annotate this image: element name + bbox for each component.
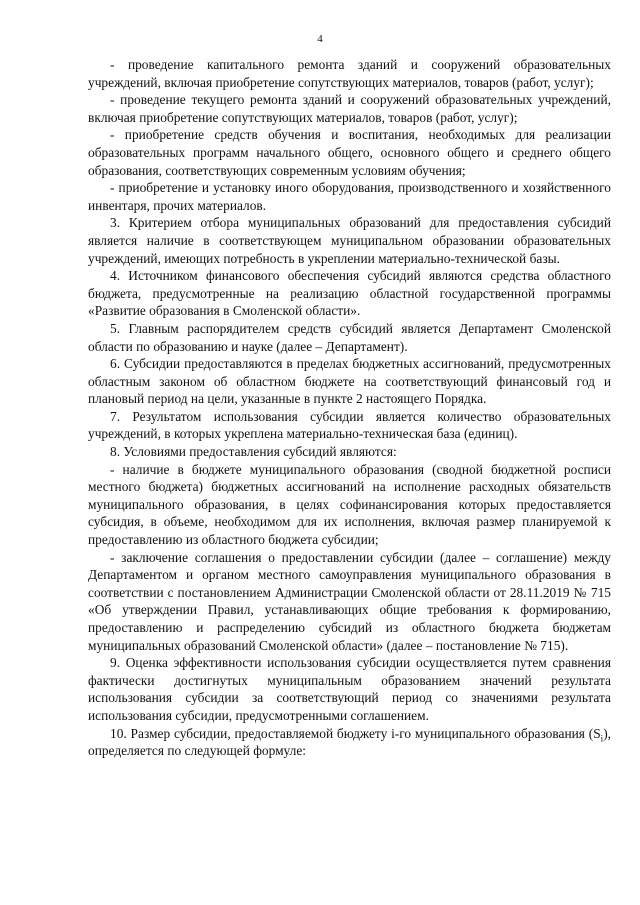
paragraph-item-6: 6. Субсидии предоставляются в пределах бюджетных ассигнований, предусмотренных областным законом об областном бюджете на соответствующий финансовый год и плановый период на цели, указанные в пункте 2 настоящего Порядка. xyxy=(88,356,611,407)
paragraph-item-7: 7. Результатом использования субсидии является количество образовательных учреждений, в которых укреплена материально-техническая база (единиц). xyxy=(88,408,611,442)
paragraph-condition-agreement: - заключение соглашения о предоставлении субсидии (далее – соглашение) между Департаментом и органом местного самоуправления муниципального образования в соответствии с постановлением Администрации Смоленской области от 28.11.2019 № 715 «Об утверждении Правил, устанавливающих общие требования к формированию, предоставлению и распределению субсидий из областного бюджета бюджетам муниципальных образований Смоленской области» (далее – постановление № 715). xyxy=(88,549,611,653)
subscript-i: i xyxy=(600,733,604,744)
paragraph-learning-tools: - приобретение средств обучения и воспитания, необходимых для реализации образовательных программ начального общего, основного общего и среднего общего образования, соответствующих современным условиям обучения; xyxy=(88,127,611,178)
paragraph-item-9: 9. Оценка эффективности использования субсидии осуществляется путем сравнения фактически достигнутых муниципальным образованием значений результата использования субсидии за соответствующий период со значениями результата использования субсидии, предусмотренными соглашением. xyxy=(88,655,611,723)
paragraph-equipment: - приобретение и установку иного оборудования, производственного и хозяйственного инвентаря, прочих материалов. xyxy=(88,180,611,213)
document-body xyxy=(88,56,611,760)
paragraph-condition-budget: - наличие в бюджете муниципального образования (сводной бюджетной росписи местного бюджета) бюджетных ассигнований на исполнение расходных обязательств муниципального образования, в целях софинансирования которых предоставляется субсидия, в объеме, необходимом для их исполнения, включая размер планируемой к предоставлению из областного бюджета субсидии; xyxy=(88,461,611,548)
paragraph-item-4: 4. Источником финансового обеспечения субсидий являются средства областного бюджета, предусмотренные на реализацию областной государственной программы «Развитие образования в Смоленской области». xyxy=(88,268,611,319)
page-number: 4 xyxy=(317,33,323,45)
paragraph-item-5: 5. Главным распорядителем средств субсидий является Департамент Смоленской области по образованию и науке (далее – Департамент). xyxy=(88,320,611,354)
paragraph-item-10-text: 10. Размер субсидии, предоставляемой бюджету i-го муниципального образования (S xyxy=(110,725,601,741)
paragraph-item-10-tail: ), определяется по следующей формуле: xyxy=(88,725,611,759)
paragraph-current-repair: - проведение текущего ремонта зданий и сооружений образовательных учреждений, включая приобретение сопутствующих материалов, товаров (работ, услуг); xyxy=(88,92,611,125)
paragraph-item-3: 3. Критерием отбора муниципальных образований для предоставления субсидий является наличие в соответствующем муниципальном образовании образовательных учреждений, имеющих потребность в укреплении материально-технической базы. xyxy=(88,215,611,266)
paragraph-item-8: 8. Условиями предоставления субсидий являются: xyxy=(110,444,397,460)
paragraph-item-10 xyxy=(88,725,611,760)
paragraph-capital-repair: - проведение капитального ремонта зданий и сооружений образовательных учреждений, включая приобретение сопутствующих материалов, товаров (работ, услуг); xyxy=(88,57,611,90)
